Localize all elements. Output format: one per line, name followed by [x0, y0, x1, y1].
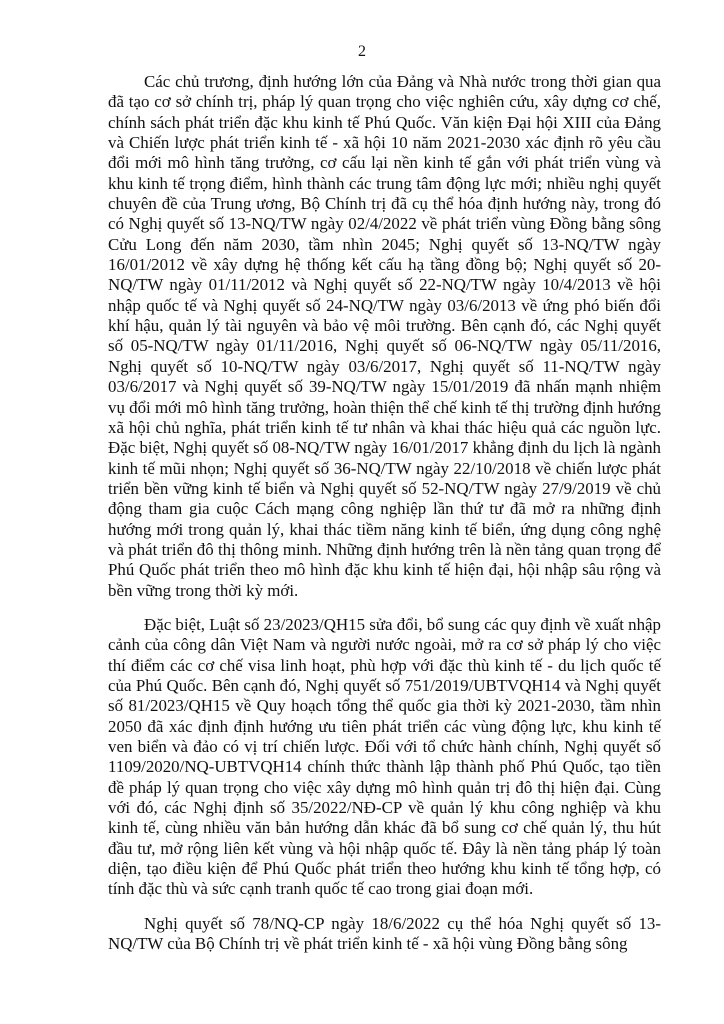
paragraph-government-resolution: Nghị quyết số 78/NQ-CP ngày 18/6/2022 cụ thể hóa Nghị quyết số 13-NQ/TW của Bộ Chính trị về phát triển kinh tế - xã hội vùng Đồng bằng sông — [108, 913, 661, 954]
page-number: 2 — [358, 43, 366, 60]
paragraph-legal-basis-party: Các chủ trương, định hướng lớn của Đảng và Nhà nước trong thời gian qua đã tạo cơ sở chính trị, pháp lý quan trọng cho việc nghiên cứu, xây dựng cơ chế, chính sách phát triển đặc khu kinh tế Phú Quốc. Văn kiện Đại hội XIII của Đảng và Chiến lược phát triển kinh tế - xã hội 10 năm 2021-2030 xác định rõ yêu cầu đổi mới mô hình tăng trưởng, cơ cấu lại nền kinh tế gắn với phát triển vùng và khu kinh tế trọng điểm, hình thành các trung tâm động lực mới; nhiều nghị quyết chuyên đề của Trung ương, Bộ Chính trị đã cụ thể hóa định hướng này, trong đó có Nghị quyết số 13-NQ/TW ngày 02/4/2022 về phát triển vùng Đồng bằng sông Cửu Long đến năm 2030, tầm nhìn 2045; Nghị quyết số 13-NQ/TW ngày 16/01/2012 về xây dựng hệ thống kết cấu hạ tầng đồng bộ; Nghị quyết số 20-NQ/TW ngày 01/11/2012 và Nghị quyết số 22-NQ/TW ngày 10/4/2013 về hội nhập quốc tế và Nghị quyết số 24-NQ/TW ngày 03/6/2013 về ứng phó biến đổi khí hậu, quản lý tài nguyên và bảo vệ môi trường. Bên cạnh đó, các Nghị quyết số 05-NQ/TW ngày 01/11/2016, Nghị quyết số 06-NQ/TW ngày 05/11/2016, Nghị quyết số 10-NQ/TW ngày 03/6/2017, Nghị quyết số 11-NQ/TW ngày 03/6/2017 và Nghị quyết số 39-NQ/TW ngày 15/01/2019 đã nhấn mạnh nhiệm vụ đổi mới mô hình tăng trưởng, hoàn thiện thể chế kinh tế thị trường định hướng xã hội chủ nghĩa, phát triển kinh tế tư nhân và khai thác hiệu quả các nguồn lực. Đặc biệt, Nghị quyết số 08-NQ/TW ngày 16/01/2017 khẳng định du lịch là ngành kinh tế mũi nhọn; Nghị quyết số 36-NQ/TW ngày 22/10/2018 về chiến lược phát triển bền vững kinh tế biển và Nghị quyết số 52-NQ/TW ngày 27/9/2019 về chủ động tham gia cuộc Cách mạng công nghiệp lần thứ tư đã mở ra những định hướng mới trong quản lý, khai thác tiềm năng kinh tế biển, ứng dụng công nghệ và phát triển đô thị thông minh. Những định hướng trên là nền tảng quan trọng để Phú Quốc phát triển theo mô hình đặc khu kinh tế hiện đại, hội nhập sâu rộng và bền vững trong thời kỳ mới. — [108, 72, 661, 600]
document-body — [108, 72, 661, 968]
paragraph-legal-basis-laws: Đặc biệt, Luật số 23/2023/QH15 sửa đổi, bổ sung các quy định về xuất nhập cảnh của công dân Việt Nam và người nước ngoài, mở ra cơ sở pháp lý cho việc thí điểm các cơ chế visa linh hoạt, phù hợp với đặc thù kinh tế - du lịch quốc tế của Phú Quốc. Bên cạnh đó, Nghị quyết số 751/2019/UBTVQH14 và Nghị quyết số 81/2023/QH15 về Quy hoạch tổng thể quốc gia thời kỳ 2021-2030, tầm nhìn 2050 đã xác định định hướng ưu tiên phát triển các vùng động lực, khu kinh tế ven biển và đảo có vị trí chiến lược. Đối với tổ chức hành chính, Nghị quyết số 1109/2020/NQ-UBTVQH14 chính thức thành lập thành phố Phú Quốc, tạo tiền đề pháp lý quan trọng cho việc xây dựng mô hình quản trị đô thị hiện đại. Cùng với đó, các Nghị định số 35/2022/NĐ-CP về quản lý khu công nghiệp và khu kinh tế, cùng nhiều văn bản hướng dẫn khác đã bổ sung cơ chế quản lý, thu hút đầu tư, mở rộng liên kết vùng và hội nhập quốc tế. Đây là nền tảng pháp lý toàn diện, tạo điều kiện để Phú Quốc phát triển theo hướng khu kinh tế tổng hợp, có tính đặc thù và sức cạnh tranh quốc tế cao trong giai đoạn mới. — [108, 614, 661, 899]
